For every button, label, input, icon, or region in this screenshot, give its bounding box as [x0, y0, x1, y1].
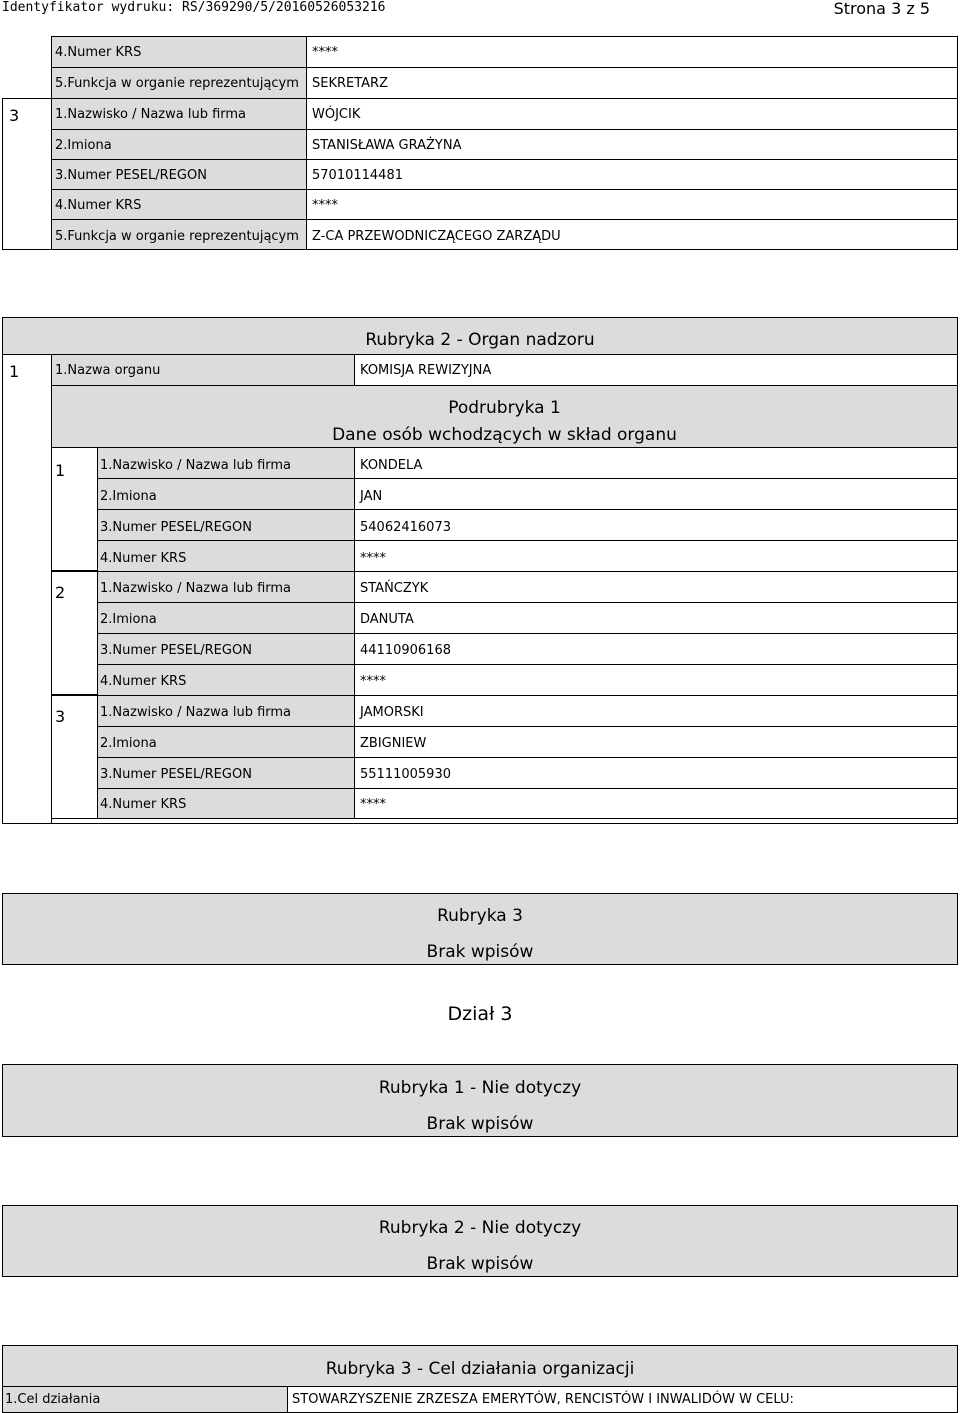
d3-rubryka1-box: [2, 1064, 958, 1137]
empty-note: Brak wpisów: [426, 942, 534, 962]
d3-rubryka2-box: [2, 1205, 958, 1277]
value-cell: [354, 664, 958, 696]
empty-note: Brak wpisów: [426, 1114, 534, 1134]
label-cell: [97, 788, 355, 819]
field-value: STANISŁAWA GRAŻYNA: [312, 138, 462, 153]
field-label: 2.Imiona: [100, 489, 157, 504]
field-value: 54062416073: [360, 520, 451, 535]
person-number: 3: [55, 707, 66, 726]
field-label: 4.Numer KRS: [100, 674, 187, 689]
field-label: 1.Nazwisko / Nazwa lub firma: [100, 458, 292, 473]
value-cell: [354, 354, 958, 386]
label-cell: [97, 602, 355, 634]
field-label: 1.Nazwisko / Nazwa lub firma: [55, 107, 247, 122]
subsection-title-bar: [51, 385, 958, 448]
field-value: WÓJCIK: [312, 107, 361, 122]
person-number-cell: [51, 571, 98, 695]
person-number-cell: [51, 447, 98, 571]
value-cell: [306, 67, 958, 99]
field-label: 5.Funkcja w organie reprezentującym: [55, 229, 299, 244]
value-cell: [306, 98, 958, 130]
section-title-bar: [2, 317, 958, 355]
entry-number: 3: [9, 106, 20, 125]
entry-number-cell: [2, 98, 52, 250]
field-value: KONDELA: [360, 458, 423, 473]
field-label: 1.Cel działania: [5, 1392, 101, 1407]
section-title: Rubryka 3 - Cel działania organizacji: [325, 1359, 635, 1379]
field-label: 4.Numer KRS: [55, 45, 142, 60]
field-label: 3.Numer PESEL/REGON: [100, 767, 252, 782]
field-label: 3.Numer PESEL/REGON: [55, 168, 207, 183]
label-cell: [97, 478, 355, 510]
value-cell: [354, 447, 958, 479]
field-value: JAMORSKI: [360, 705, 424, 720]
field-value: STOWARZYSZENIE ZRZESZA EMERYTÓW, RENCISTÓW I INWALIDÓW W CELU:: [292, 1392, 794, 1407]
value-cell: [354, 571, 958, 603]
label-cell: [51, 159, 307, 190]
section-title: Rubryka 2 - Organ nadzoru: [365, 330, 595, 350]
value-cell: [306, 189, 958, 220]
section-title: Rubryka 2 - Nie dotyczy: [378, 1218, 582, 1238]
field-label: 4.Numer KRS: [55, 198, 142, 213]
table-end-row: [51, 818, 958, 824]
field-value: ZBIGNIEW: [360, 736, 427, 751]
subsection-title: Podrubryka 1: [448, 398, 561, 418]
value-cell: [306, 219, 958, 250]
empty-note: Brak wpisów: [426, 1254, 534, 1274]
d3-rubryka3-title-bar: [2, 1345, 958, 1387]
label-cell: [97, 664, 355, 696]
page-number: Strona 3 z 5: [833, 0, 930, 18]
label-cell: [51, 36, 307, 68]
section-title: Rubryka 1 - Nie dotyczy: [378, 1078, 582, 1098]
label-cell: [51, 189, 307, 220]
field-value: 44110906168: [360, 643, 451, 658]
label-cell: [97, 571, 355, 603]
value-cell: [354, 757, 958, 789]
field-value: ****: [360, 674, 386, 689]
rubryka3-box: [2, 893, 958, 965]
value-cell: [354, 509, 958, 541]
field-value: KOMISJA REWIZYJNA: [360, 363, 492, 378]
field-label: 3.Numer PESEL/REGON: [100, 643, 252, 658]
field-value: 57010114481: [312, 168, 403, 183]
field-value: SEKRETARZ: [312, 76, 389, 91]
label-cell: [97, 757, 355, 789]
field-label: 3.Numer PESEL/REGON: [100, 520, 252, 535]
label-cell: [51, 129, 307, 160]
label-cell: [51, 219, 307, 250]
person-number: 2: [55, 583, 66, 602]
field-label: 1.Nazwa organu: [55, 363, 161, 378]
field-value: JAN: [360, 489, 383, 504]
section-title: Rubryka 3: [437, 906, 523, 926]
value-cell: [306, 159, 958, 190]
dzial-title: Dział 3: [447, 1003, 513, 1025]
value-cell: [354, 726, 958, 758]
label-cell: [51, 98, 307, 130]
subsection-subtitle: Dane osób wchodzących w skład organu: [332, 425, 677, 445]
field-label: 1.Nazwisko / Nazwa lub firma: [100, 705, 292, 720]
value-cell: [287, 1386, 958, 1413]
field-label: 4.Numer KRS: [100, 551, 187, 566]
organ-number-cell: [2, 354, 52, 824]
label-cell: [51, 354, 355, 386]
label-cell: [97, 695, 355, 727]
field-label: 2.Imiona: [55, 138, 112, 153]
value-cell: [354, 633, 958, 665]
label-cell: [97, 509, 355, 541]
value-cell: [306, 129, 958, 160]
field-value: ****: [312, 45, 338, 60]
field-value: ****: [312, 198, 338, 213]
label-cell: [51, 67, 307, 99]
person-number: 1: [55, 461, 66, 480]
field-value: Z-CA PRZEWODNICZĄCEGO ZARZĄDU: [312, 229, 561, 244]
label-cell: [97, 540, 355, 572]
field-value: DANUTA: [360, 612, 414, 627]
field-value: STAŃCZYK: [360, 581, 429, 596]
field-value: ****: [360, 797, 386, 812]
label-cell: [97, 633, 355, 665]
print-identifier: Identyfikator wydruku: RS/369290/5/20160526053216: [2, 0, 386, 15]
field-label: 5.Funkcja w organie reprezentującym: [55, 76, 299, 91]
field-label: 2.Imiona: [100, 736, 157, 751]
label-cell: [97, 447, 355, 479]
value-cell: [354, 602, 958, 634]
label-cell: [2, 1386, 288, 1413]
field-label: 4.Numer KRS: [100, 797, 187, 812]
label-cell: [97, 726, 355, 758]
value-cell: [306, 36, 958, 68]
field-label: 1.Nazwisko / Nazwa lub firma: [100, 581, 292, 596]
person-number-cell: [51, 695, 98, 819]
field-label: 2.Imiona: [100, 612, 157, 627]
value-cell: [354, 540, 958, 572]
value-cell: [354, 788, 958, 819]
value-cell: [354, 695, 958, 727]
field-value: ****: [360, 551, 386, 566]
field-value: 55111005930: [360, 767, 451, 782]
organ-number: 1: [9, 362, 20, 381]
value-cell: [354, 478, 958, 510]
